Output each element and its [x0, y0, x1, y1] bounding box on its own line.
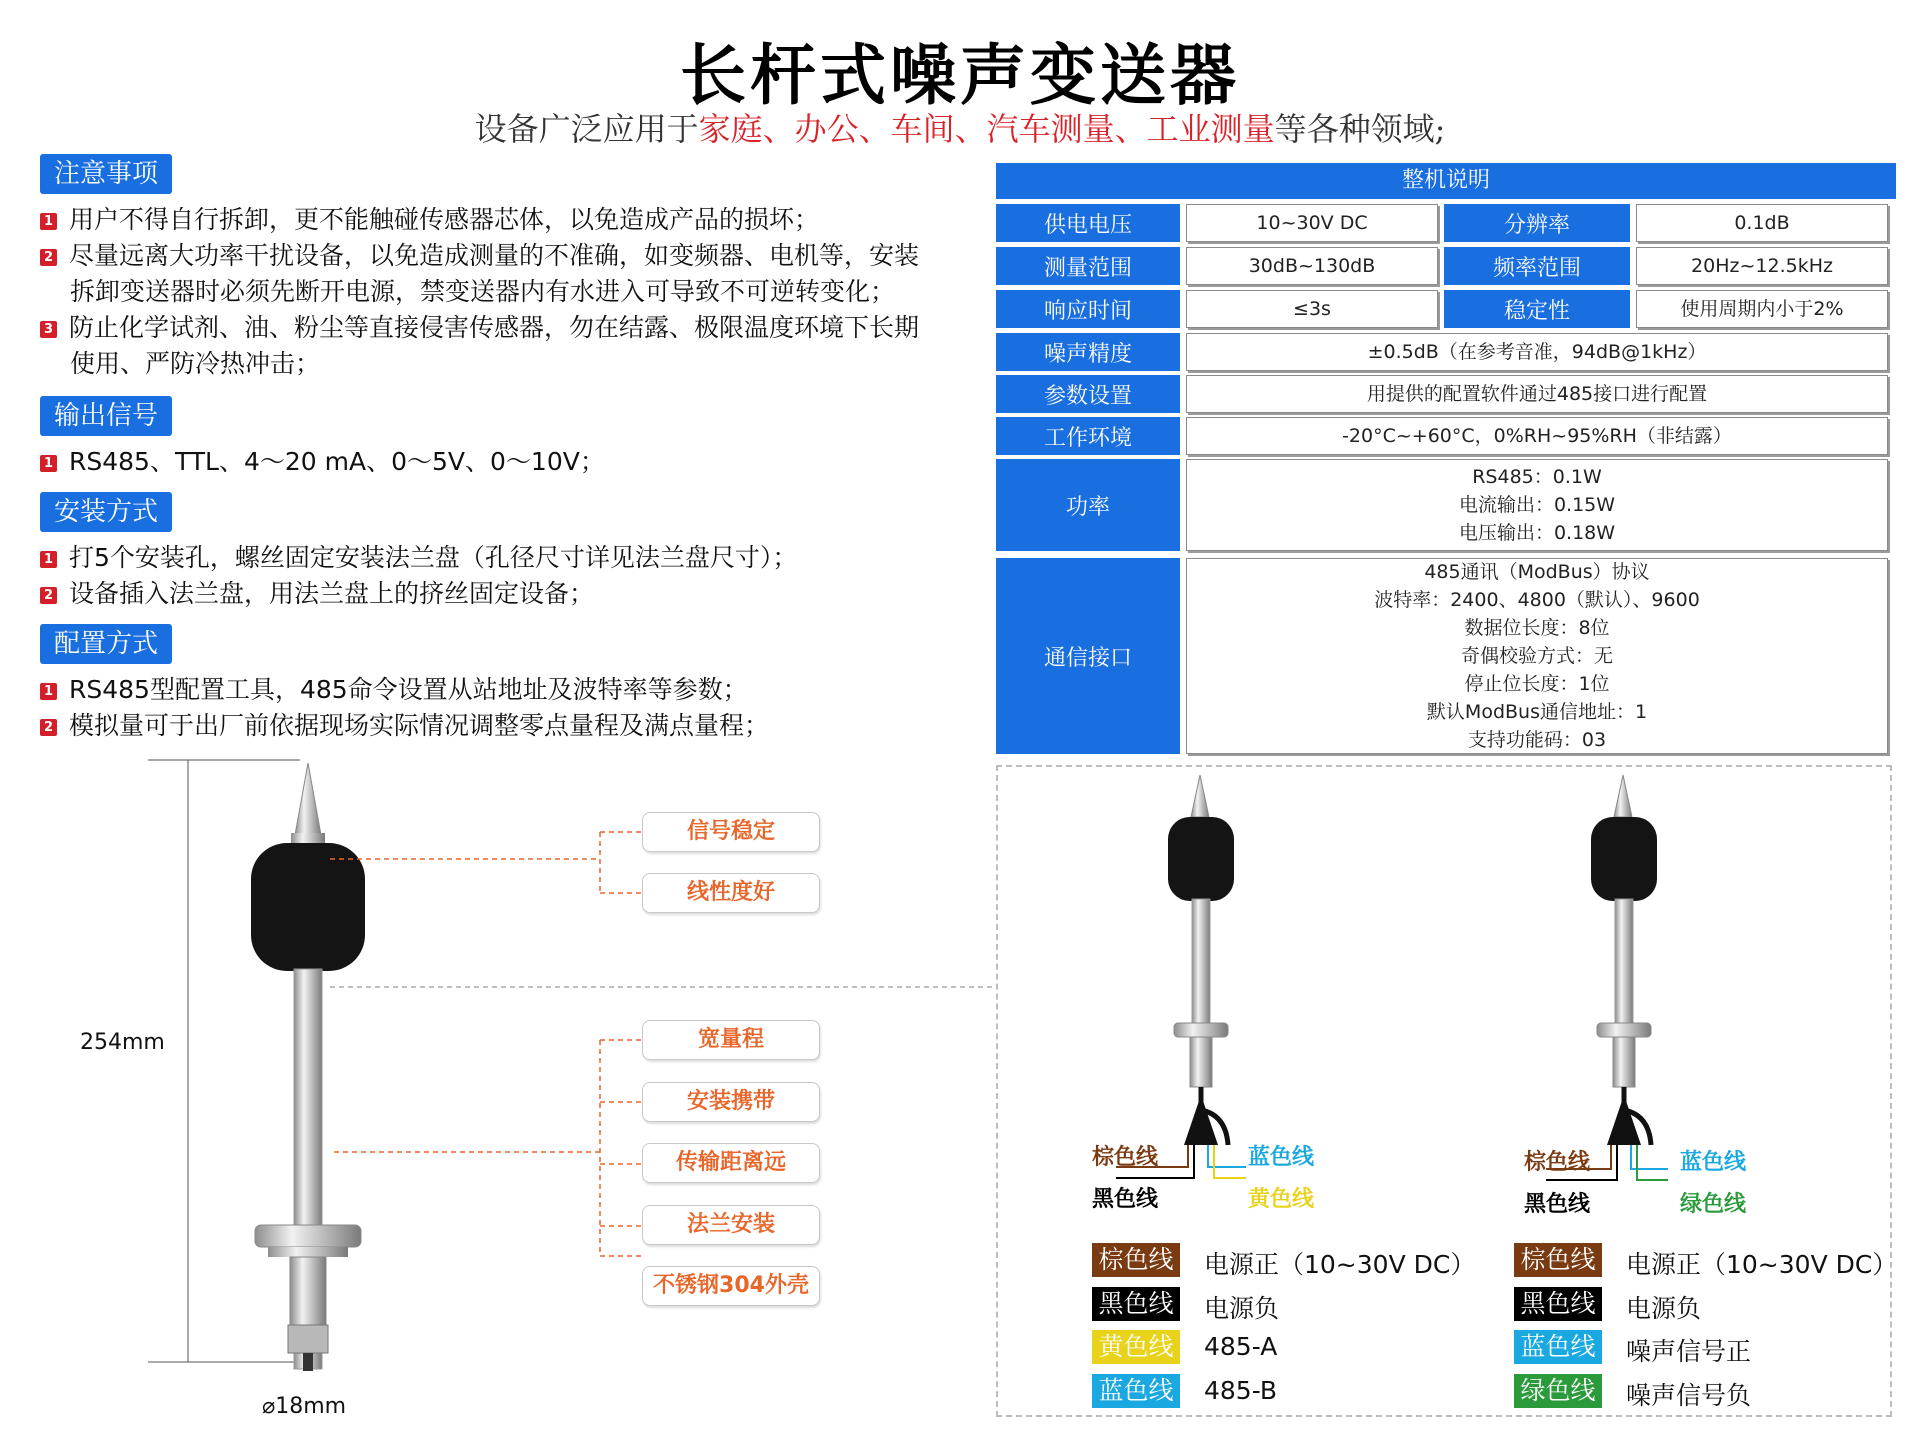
install-text: 打5个安装孔，螺丝固定安装法兰盘（孔径尺寸详见法兰盘尺寸）；	[69, 543, 798, 572]
spec-label-resolution: 分辨率	[1444, 204, 1630, 242]
number-badge: 1	[40, 455, 57, 472]
comm-line: 485通讯（ModBus）协议	[1424, 561, 1650, 583]
cable-stub	[303, 1353, 313, 1371]
legend-chip-brown: 棕色线	[1092, 1243, 1180, 1277]
height-dimension: 254mm	[80, 1030, 165, 1055]
spec-label-supply: 供电电压	[996, 204, 1180, 242]
legend-chip-brown: 棕色线	[1514, 1243, 1602, 1277]
note-item-1	[40, 202, 970, 238]
feature-tag: 不锈钢304外壳	[642, 1266, 820, 1306]
number-badge: 1	[40, 683, 57, 700]
spec-label-comm: 通信接口	[996, 558, 1180, 754]
wire-label-green: 绿色线	[1680, 1192, 1747, 1217]
number-badge: 1	[40, 213, 57, 230]
legend-chip-green: 绿色线	[1514, 1374, 1602, 1408]
note-item-2	[40, 238, 970, 310]
wire-label-black: 黑色线	[1524, 1192, 1591, 1217]
legend-desc: 电源负	[1204, 1294, 1280, 1323]
power-line: 电压输出：0.18W	[1458, 522, 1616, 544]
legend-chip-yellow: 黄色线	[1092, 1330, 1180, 1364]
section-title-output: 输出信号	[40, 396, 172, 436]
mounting-flange	[255, 1225, 361, 1247]
page-title: 长杆式噪声变送器	[680, 37, 1240, 114]
spec-value-comm	[1186, 558, 1888, 754]
spec-value-response: ≤3s	[1186, 290, 1438, 328]
comm-line: 奇偶校验方式：无	[1460, 645, 1613, 667]
spec-value-freq: 20Hz~12.5kHz	[1636, 247, 1888, 285]
feature-tag: 传输距离远	[642, 1143, 820, 1183]
legend-desc: 485-B	[1204, 1376, 1277, 1405]
spec-label-response: 响应时间	[996, 290, 1180, 328]
connector-nut	[288, 1325, 328, 1353]
number-badge: 2	[40, 587, 57, 604]
config-text: 模拟量可于出厂前依据现场实际情况调整零点量程及满点量程；	[69, 711, 770, 740]
spec-value-stability: 使用周期内小于2%	[1636, 290, 1888, 328]
note-text-cont: 拆卸变送器时必须先断开电源，禁变送器内有水进入可导致不可逆转变化；	[70, 277, 896, 306]
wire-label-brown: 棕色线	[1524, 1150, 1591, 1175]
spec-value-power	[1186, 459, 1888, 551]
output-text: RS485、TTL、4～20 mA、0～5V、0～10V；	[69, 447, 605, 476]
spec-label-power: 功率	[996, 459, 1180, 551]
probe-tip	[295, 763, 321, 835]
feature-tag: 安装携带	[642, 1082, 820, 1122]
subtitle-prefix: 设备广泛应用于	[474, 110, 699, 148]
comm-line: 波特率：2400、4800（默认）、9600	[1374, 589, 1700, 611]
spec-value-range: 30dB~130dB	[1186, 247, 1438, 285]
note-text: 防止化学试剂、油、粉尘等直接侵害传感器，勿在结露、极限温度环境下长期	[69, 313, 920, 342]
install-item-2	[40, 576, 970, 612]
spec-value-accuracy: ±0.5dB（在参考音准，94dB@1kHz）	[1186, 333, 1888, 371]
spec-label-params: 参数设置	[996, 375, 1180, 413]
section-title-install: 安装方式	[40, 492, 172, 532]
legend-desc: 电源正（10~30V DC）	[1204, 1250, 1476, 1279]
spec-value-env: -20°C~+60°C，0%RH~95%RH（非结露）	[1186, 417, 1888, 455]
legend-chip-black: 黑色线	[1514, 1287, 1602, 1321]
number-badge: 3	[40, 321, 57, 338]
comm-line: 支持功能码：03	[1467, 729, 1607, 751]
config-item-1	[40, 672, 970, 708]
section-title-config: 配置方式	[40, 624, 172, 664]
note-text: 用户不得自行拆卸，更不能触碰传感器芯体，以免造成产品的损坏；	[69, 205, 820, 234]
legend-desc: 噪声信号负	[1626, 1381, 1752, 1410]
subtitle-highlights: 家庭、办公、车间、汽车测量、工业测量	[698, 110, 1275, 148]
legend-chip-black: 黑色线	[1092, 1287, 1180, 1321]
legend-chip-blue: 蓝色线	[1514, 1330, 1602, 1364]
feature-tag: 法兰安装	[642, 1205, 820, 1245]
note-text-cont: 使用、严防冷热冲击；	[70, 349, 321, 378]
wire-label-black: 黑色线	[1092, 1187, 1159, 1212]
feature-tag: 线性度好	[642, 873, 820, 913]
install-text: 设备插入法兰盘，用法兰盘上的挤丝固定设备；	[69, 579, 595, 608]
product-drawing	[140, 755, 1000, 1435]
section-title-notes: 注意事项	[40, 154, 172, 194]
spec-value-resolution: 0.1dB	[1636, 204, 1888, 242]
wiring-sensor-images	[996, 765, 1892, 1185]
note-item-3	[40, 310, 970, 382]
subtitle-suffix: 等各种领域;	[1274, 110, 1446, 148]
sensor-left	[1116, 775, 1246, 1178]
legend-chip-blue: 蓝色线	[1092, 1374, 1180, 1408]
power-line: RS485：0.1W	[1472, 466, 1602, 488]
spec-label-freq: 频率范围	[1444, 247, 1630, 285]
spec-label-stability: 稳定性	[1444, 290, 1630, 328]
flange-base	[268, 1247, 348, 1257]
number-badge: 1	[40, 551, 57, 568]
config-item-2	[40, 708, 970, 744]
feature-leaders	[330, 832, 642, 1256]
diameter-dimension: ⌀18mm	[262, 1394, 347, 1419]
spec-label-env: 工作环境	[996, 417, 1180, 455]
note-text: 尽量远离大功率干扰设备，以免造成测量的不准确，如变频器、电机等，安装	[69, 241, 920, 270]
spec-value-supply: 10~30V DC	[1186, 204, 1438, 242]
output-item-1	[40, 444, 970, 480]
legend-desc: 485-A	[1204, 1332, 1278, 1361]
comm-line: 默认ModBus通信地址：1	[1426, 701, 1648, 723]
spec-table-header: 整机说明	[996, 163, 1896, 199]
legend-desc: 电源正（10~30V DC）	[1626, 1250, 1898, 1279]
foam-windscreen	[251, 843, 365, 971]
comm-line: 停止位长度：1位	[1464, 673, 1610, 695]
legend-desc: 噪声信号正	[1626, 1337, 1752, 1366]
comm-line: 数据位长度：8位	[1464, 617, 1610, 639]
spec-value-params: 用提供的配置软件通过485接口进行配置	[1186, 375, 1888, 413]
wire-label-blue: 蓝色线	[1680, 1150, 1747, 1175]
page-subtitle	[0, 104, 1920, 150]
wire-label-blue: 蓝色线	[1248, 1145, 1315, 1170]
install-item-1	[40, 540, 970, 576]
spec-label-accuracy: 噪声精度	[996, 333, 1180, 371]
legend-desc: 电源负	[1626, 1294, 1702, 1323]
number-badge: 2	[40, 719, 57, 736]
sensor-right	[1546, 775, 1668, 1180]
feature-tag: 信号稳定	[642, 812, 820, 852]
wire-label-brown: 棕色线	[1092, 1145, 1159, 1170]
power-line: 电流输出：0.15W	[1458, 494, 1616, 516]
config-text: RS485型配置工具，485命令设置从站地址及波特率等参数；	[69, 675, 748, 704]
wire-label-yellow: 黄色线	[1248, 1187, 1315, 1212]
number-badge: 2	[40, 249, 57, 266]
feature-tag: 宽量程	[642, 1020, 820, 1060]
spec-label-range: 测量范围	[996, 247, 1180, 285]
